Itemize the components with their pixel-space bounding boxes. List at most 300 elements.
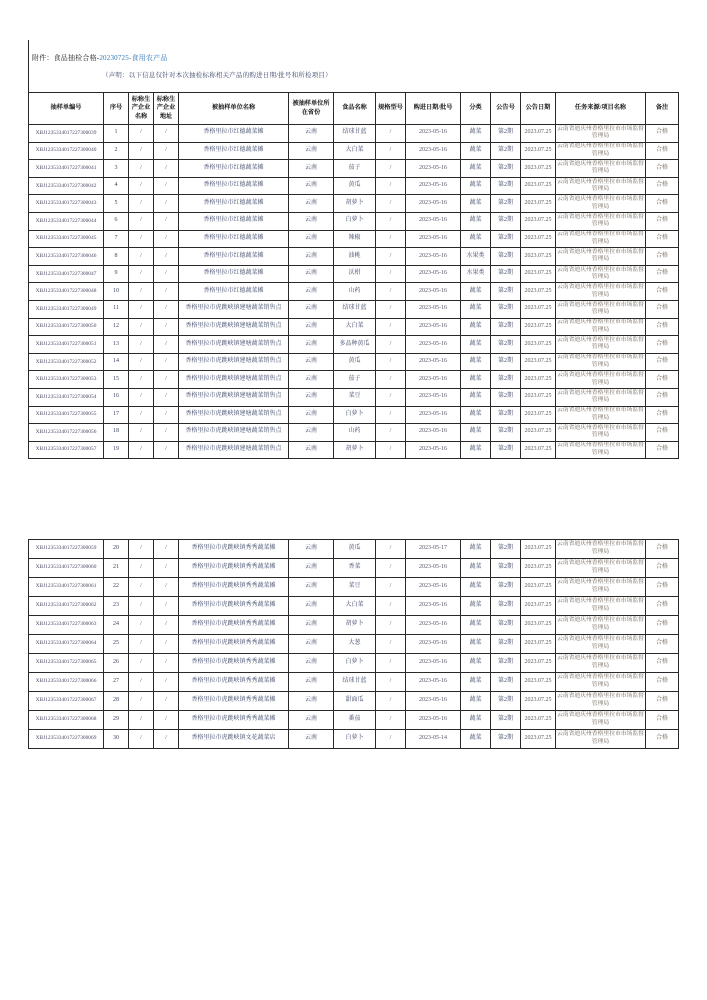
table-row: [29, 559, 679, 578]
cell-seq-no: 5: [104, 195, 129, 213]
cell-food-name: 茄子: [334, 160, 376, 178]
cell-category: 水果类: [461, 248, 491, 266]
cell-producer-name: /: [129, 125, 154, 143]
cell-food-name: 菜豆: [334, 578, 376, 597]
cell-sample-id: XBJ1235334017227300056: [29, 424, 104, 442]
cell-category: 蔬菜: [461, 578, 491, 597]
cell-food-name: 白萝卜: [334, 212, 376, 230]
cell-notice-no: 第2期: [491, 248, 521, 266]
table-row: [29, 125, 679, 143]
cell-producer-name: /: [129, 616, 154, 635]
cell-sampled-unit-name: 香格里拉市红德蔬菜摊: [179, 265, 289, 283]
cell-food-name: 山药: [334, 424, 376, 442]
cell-task-source: 云南省迪庆州香格里拉市市场监督管理局: [556, 336, 646, 354]
attachment-link[interactable]: 20230725-食用农产品: [99, 54, 168, 62]
cell-province: 云南: [289, 616, 334, 635]
cell-notice-no: 第2期: [491, 406, 521, 424]
table-row: [29, 388, 679, 406]
cell-category: 蔬菜: [461, 283, 491, 301]
cell-notice-no: 第2期: [491, 597, 521, 616]
cell-category: 蔬菜: [461, 388, 491, 406]
cell-province: 云南: [289, 578, 334, 597]
cell-purchase-date: 2023-05-16: [406, 673, 461, 692]
table-row: [29, 692, 679, 711]
cell-task-source: 云南省迪庆州香格里拉市市场监督管理局: [556, 578, 646, 597]
table-row: [29, 300, 679, 318]
cell-remark: 合格: [646, 160, 679, 178]
cell-purchase-date: 2023-05-16: [406, 318, 461, 336]
cell-producer-address: /: [154, 318, 179, 336]
cell-notice-no: 第2期: [491, 578, 521, 597]
cell-task-source: 云南省迪庆州香格里拉市市场监督管理局: [556, 177, 646, 195]
cell-purchase-date: 2023-05-16: [406, 283, 461, 301]
cell-food-name: 黄瓜: [334, 177, 376, 195]
cell-province: 云南: [289, 283, 334, 301]
cell-task-source: 云南省迪庆州香格里拉市市场监督管理局: [556, 406, 646, 424]
table-row: [29, 635, 679, 654]
cell-seq-no: 2: [104, 142, 129, 160]
cell-province: 云南: [289, 441, 334, 459]
cell-producer-address: /: [154, 616, 179, 635]
cell-producer-name: /: [129, 230, 154, 248]
cell-remark: 合格: [646, 353, 679, 371]
cell-category: 蔬菜: [461, 230, 491, 248]
cell-seq-no: 7: [104, 230, 129, 248]
cell-sampled-unit-name: 香格里拉市虎跳峡镇秀秀蔬菜摊: [179, 711, 289, 730]
cell-task-source: 云南省迪庆州香格里拉市市场监督管理局: [556, 388, 646, 406]
cell-province: 云南: [289, 635, 334, 654]
cell-sample-id: XBJ1235334017227300062: [29, 597, 104, 616]
cell-producer-name: /: [129, 540, 154, 559]
cell-province: 云南: [289, 559, 334, 578]
cell-purchase-date: 2023-05-16: [406, 336, 461, 354]
cell-sampled-unit-name: 香格里拉市虎跳峡镇秀秀蔬菜摊: [179, 559, 289, 578]
cell-sample-id: XBJ1235334017227300066: [29, 673, 104, 692]
cell-purchase-date: 2023-05-16: [406, 230, 461, 248]
table-row: [29, 160, 679, 178]
cell-notice-date: 2023.07.25: [521, 195, 556, 213]
column-header-category: 分类: [461, 93, 491, 125]
cell-food-name: 大白菜: [334, 318, 376, 336]
table-row: [29, 318, 679, 336]
cell-notice-no: 第2期: [491, 441, 521, 459]
cell-food-name: 结球甘蓝: [334, 300, 376, 318]
cell-sample-id: XBJ1235334017227300046: [29, 248, 104, 266]
cell-sampled-unit-name: 香格里拉市红德蔬菜摊: [179, 160, 289, 178]
cell-category: 蔬菜: [461, 353, 491, 371]
cell-notice-no: 第2期: [491, 195, 521, 213]
cell-sample-id: XBJ1235334017227300042: [29, 177, 104, 195]
column-header-sampled-unit-name: 被抽样单位名称: [179, 93, 289, 125]
cell-category: 蔬菜: [461, 597, 491, 616]
table-row: [29, 730, 679, 749]
attachment-title-prefix: 附件：食品抽检合格-: [32, 54, 100, 62]
cell-seq-no: 9: [104, 265, 129, 283]
cell-seq-no: 1: [104, 125, 129, 143]
cell-producer-address: /: [154, 195, 179, 213]
cell-producer-address: /: [154, 212, 179, 230]
cell-spec-model: /: [376, 540, 406, 559]
cell-notice-date: 2023.07.25: [521, 711, 556, 730]
cell-sampled-unit-name: 香格里拉市虎跳峡镇秀秀蔬菜摊: [179, 654, 289, 673]
table-row: [29, 578, 679, 597]
table-row: [29, 336, 679, 354]
cell-producer-name: /: [129, 318, 154, 336]
cell-seq-no: 22: [104, 578, 129, 597]
cell-task-source: 云南省迪庆州香格里拉市市场监督管理局: [556, 635, 646, 654]
cell-sample-id: XBJ1235334017227300043: [29, 195, 104, 213]
cell-producer-name: /: [129, 265, 154, 283]
cell-category: 蔬菜: [461, 125, 491, 143]
cell-seq-no: 14: [104, 353, 129, 371]
column-header-task-source: 任务来源/项目名称: [556, 93, 646, 125]
cell-task-source: 云南省迪庆州香格里拉市市场监督管理局: [556, 371, 646, 389]
cell-seq-no: 17: [104, 406, 129, 424]
cell-producer-address: /: [154, 711, 179, 730]
cell-sampled-unit-name: 香格里拉市虎跳峡镇秀秀蔬菜摊: [179, 692, 289, 711]
cell-category: 蔬菜: [461, 540, 491, 559]
cell-sampled-unit-name: 香格里拉市虎跳峡镇建塘蔬菜销售点: [179, 300, 289, 318]
cell-producer-name: /: [129, 673, 154, 692]
cell-purchase-date: 2023-05-16: [406, 424, 461, 442]
cell-sampled-unit-name: 香格里拉市虎跳峡镇建塘蔬菜销售点: [179, 336, 289, 354]
cell-spec-model: /: [376, 711, 406, 730]
cell-sampled-unit-name: 香格里拉市虎跳峡镇文花蔬菜店: [179, 730, 289, 749]
cell-task-source: 云南省迪庆州香格里拉市市场监督管理局: [556, 248, 646, 266]
cell-notice-no: 第2期: [491, 424, 521, 442]
table-row: [29, 248, 679, 266]
cell-province: 云南: [289, 353, 334, 371]
cell-food-name: 山药: [334, 283, 376, 301]
cell-notice-no: 第2期: [491, 559, 521, 578]
cell-producer-name: /: [129, 635, 154, 654]
cell-producer-address: /: [154, 336, 179, 354]
cell-producer-address: /: [154, 540, 179, 559]
cell-sampled-unit-name: 香格里拉市虎跳峡镇建塘蔬菜销售点: [179, 353, 289, 371]
cell-remark: 合格: [646, 406, 679, 424]
cell-food-name: 油桃: [334, 248, 376, 266]
cell-task-source: 云南省迪庆州香格里拉市市场监督管理局: [556, 673, 646, 692]
cell-sample-id: XBJ1235334017227300067: [29, 692, 104, 711]
cell-spec-model: /: [376, 283, 406, 301]
cell-notice-no: 第2期: [491, 142, 521, 160]
cell-notice-no: 第2期: [491, 265, 521, 283]
cell-task-source: 云南省迪庆州香格里拉市市场监督管理局: [556, 125, 646, 143]
cell-producer-address: /: [154, 371, 179, 389]
cell-spec-model: /: [376, 265, 406, 283]
cell-category: 蔬菜: [461, 730, 491, 749]
cell-notice-no: 第2期: [491, 353, 521, 371]
cell-category: 蔬菜: [461, 441, 491, 459]
table-row: [29, 212, 679, 230]
table-row: [29, 540, 679, 559]
cell-remark: 合格: [646, 300, 679, 318]
cell-food-name: 白萝卜: [334, 654, 376, 673]
cell-notice-date: 2023.07.25: [521, 371, 556, 389]
cell-task-source: 云南省迪庆州香格里拉市市场监督管理局: [556, 195, 646, 213]
cell-producer-address: /: [154, 177, 179, 195]
cell-spec-model: /: [376, 597, 406, 616]
cell-purchase-date: 2023-05-16: [406, 635, 461, 654]
cell-purchase-date: 2023-05-16: [406, 212, 461, 230]
column-header-purchase-date: 购进日期/批号: [406, 93, 461, 125]
cell-notice-no: 第2期: [491, 654, 521, 673]
cell-purchase-date: 2023-05-16: [406, 265, 461, 283]
cell-producer-name: /: [129, 195, 154, 213]
cell-purchase-date: 2023-05-16: [406, 177, 461, 195]
table-row: [29, 283, 679, 301]
cell-remark: 合格: [646, 692, 679, 711]
cell-producer-name: /: [129, 160, 154, 178]
cell-sampled-unit-name: 香格里拉市虎跳峡镇秀秀蔬菜摊: [179, 616, 289, 635]
cell-food-name: 黄瓜: [334, 540, 376, 559]
cell-notice-date: 2023.07.25: [521, 248, 556, 266]
cell-food-name: 胡萝卜: [334, 195, 376, 213]
cell-sample-id: XBJ1235334017227300049: [29, 300, 104, 318]
column-header-sample-id: 抽样单编号: [29, 93, 104, 125]
cell-province: 云南: [289, 388, 334, 406]
cell-sample-id: XBJ1235334017227300051: [29, 336, 104, 354]
cell-sampled-unit-name: 香格里拉市红德蔬菜摊: [179, 142, 289, 160]
cell-task-source: 云南省迪庆州香格里拉市市场监督管理局: [556, 318, 646, 336]
cell-producer-address: /: [154, 265, 179, 283]
cell-task-source: 云南省迪庆州香格里拉市市场监督管理局: [556, 616, 646, 635]
cell-notice-no: 第2期: [491, 177, 521, 195]
cell-producer-name: /: [129, 142, 154, 160]
cell-food-name: 茄子: [334, 371, 376, 389]
cell-notice-date: 2023.07.25: [521, 265, 556, 283]
cell-food-name: 黄瓜: [334, 353, 376, 371]
cell-purchase-date: 2023-05-16: [406, 616, 461, 635]
cell-seq-no: 8: [104, 248, 129, 266]
cell-notice-date: 2023.07.25: [521, 336, 556, 354]
cell-notice-no: 第2期: [491, 336, 521, 354]
cell-producer-address: /: [154, 353, 179, 371]
cell-producer-name: /: [129, 597, 154, 616]
cell-seq-no: 6: [104, 212, 129, 230]
column-header-province: 被抽样单位所在省份: [289, 93, 334, 125]
cell-seq-no: 29: [104, 711, 129, 730]
cell-producer-name: /: [129, 406, 154, 424]
cell-seq-no: 12: [104, 318, 129, 336]
cell-producer-name: /: [129, 441, 154, 459]
cell-producer-address: /: [154, 230, 179, 248]
cell-notice-no: 第2期: [491, 711, 521, 730]
cell-category: 蔬菜: [461, 371, 491, 389]
cell-province: 云南: [289, 300, 334, 318]
cell-producer-address: /: [154, 300, 179, 318]
cell-producer-name: /: [129, 248, 154, 266]
cell-producer-address: /: [154, 424, 179, 442]
cell-food-name: 胡萝卜: [334, 441, 376, 459]
cell-producer-name: /: [129, 424, 154, 442]
cell-remark: 合格: [646, 616, 679, 635]
cell-purchase-date: 2023-05-16: [406, 578, 461, 597]
cell-producer-name: /: [129, 353, 154, 371]
cell-sampled-unit-name: 香格里拉市红德蔬菜摊: [179, 125, 289, 143]
cell-province: 云南: [289, 540, 334, 559]
table-row: [29, 424, 679, 442]
cell-purchase-date: 2023-05-16: [406, 692, 461, 711]
cell-seq-no: 20: [104, 540, 129, 559]
cell-sampled-unit-name: 香格里拉市虎跳峡镇建塘蔬菜销售点: [179, 406, 289, 424]
cell-seq-no: 13: [104, 336, 129, 354]
cell-food-name: 结球甘蓝: [334, 673, 376, 692]
cell-sample-id: XBJ1235334017227300065: [29, 654, 104, 673]
cell-category: 蔬菜: [461, 654, 491, 673]
cell-task-source: 云南省迪庆州香格里拉市市场监督管理局: [556, 559, 646, 578]
cell-sample-id: XBJ1235334017227300047: [29, 265, 104, 283]
cell-purchase-date: 2023-05-16: [406, 406, 461, 424]
cell-remark: 合格: [646, 559, 679, 578]
cell-spec-model: /: [376, 730, 406, 749]
cell-remark: 合格: [646, 195, 679, 213]
cell-notice-date: 2023.07.25: [521, 283, 556, 301]
cell-province: 云南: [289, 212, 334, 230]
cell-sample-id: XBJ1235334017227300050: [29, 318, 104, 336]
cell-remark: 合格: [646, 441, 679, 459]
cell-category: 蔬菜: [461, 559, 491, 578]
table-header-row: [29, 93, 679, 125]
cell-notice-date: 2023.07.25: [521, 177, 556, 195]
cell-task-source: 云南省迪庆州香格里拉市市场监督管理局: [556, 711, 646, 730]
cell-purchase-date: 2023-05-16: [406, 559, 461, 578]
cell-seq-no: 28: [104, 692, 129, 711]
cell-food-name: 大白菜: [334, 597, 376, 616]
cell-remark: 合格: [646, 248, 679, 266]
cell-notice-no: 第2期: [491, 125, 521, 143]
cell-remark: 合格: [646, 388, 679, 406]
cell-producer-address: /: [154, 248, 179, 266]
cell-spec-model: /: [376, 142, 406, 160]
cell-notice-no: 第2期: [491, 540, 521, 559]
cell-remark: 合格: [646, 540, 679, 559]
cell-remark: 合格: [646, 371, 679, 389]
cell-task-source: 云南省迪庆州香格里拉市市场监督管理局: [556, 654, 646, 673]
cell-task-source: 云南省迪庆州香格里拉市市场监督管理局: [556, 540, 646, 559]
cell-food-name: 胡萝卜: [334, 616, 376, 635]
cell-food-name: 甜面瓜: [334, 692, 376, 711]
cell-notice-no: 第2期: [491, 160, 521, 178]
cell-sample-id: XBJ1235334017227300059: [29, 540, 104, 559]
cell-purchase-date: 2023-05-16: [406, 125, 461, 143]
cell-sample-id: XBJ1235334017227300068: [29, 711, 104, 730]
cell-sampled-unit-name: 香格里拉市红德蔬菜摊: [179, 212, 289, 230]
cell-notice-no: 第2期: [491, 388, 521, 406]
cell-category: 蔬菜: [461, 160, 491, 178]
cell-notice-date: 2023.07.25: [521, 212, 556, 230]
cell-seq-no: 27: [104, 673, 129, 692]
cell-sample-id: XBJ1235334017227300055: [29, 406, 104, 424]
cell-sample-id: XBJ1235334017227300060: [29, 559, 104, 578]
cell-remark: 合格: [646, 212, 679, 230]
cell-producer-address: /: [154, 388, 179, 406]
cell-seq-no: 25: [104, 635, 129, 654]
cell-category: 蔬菜: [461, 711, 491, 730]
cell-purchase-date: 2023-05-16: [406, 300, 461, 318]
cell-producer-address: /: [154, 597, 179, 616]
cell-sample-id: XBJ1235334017227300048: [29, 283, 104, 301]
cell-spec-model: /: [376, 406, 406, 424]
column-header-notice-date: 公告日期: [521, 93, 556, 125]
disclaimer-text: （声明：以下信息仅针对本次抽检标称相关产品的购进日期/批号和所检项目）: [102, 72, 332, 79]
cell-notice-date: 2023.07.25: [521, 353, 556, 371]
cell-remark: 合格: [646, 125, 679, 143]
table-row: [29, 711, 679, 730]
cell-sample-id: XBJ1235334017227300069: [29, 730, 104, 749]
cell-task-source: 云南省迪庆州香格里拉市市场监督管理局: [556, 212, 646, 230]
cell-category: 蔬菜: [461, 195, 491, 213]
cell-food-name: 大白菜: [334, 142, 376, 160]
table-row: [29, 441, 679, 459]
cell-task-source: 云南省迪庆州香格里拉市市场监督管理局: [556, 160, 646, 178]
cell-notice-date: 2023.07.25: [521, 673, 556, 692]
cell-producer-name: /: [129, 177, 154, 195]
cell-sampled-unit-name: 香格里拉市虎跳峡镇建塘蔬菜销售点: [179, 424, 289, 442]
cell-sample-id: XBJ1235334017227300057: [29, 441, 104, 459]
cell-sample-id: XBJ1235334017227300064: [29, 635, 104, 654]
cell-notice-no: 第2期: [491, 616, 521, 635]
cell-notice-date: 2023.07.25: [521, 424, 556, 442]
cell-purchase-date: 2023-05-16: [406, 248, 461, 266]
cell-category: 蔬菜: [461, 673, 491, 692]
cell-seq-no: 16: [104, 388, 129, 406]
sheet-left-border: [28, 40, 29, 93]
cell-notice-no: 第2期: [491, 283, 521, 301]
cell-purchase-date: 2023-05-16: [406, 160, 461, 178]
cell-notice-date: 2023.07.25: [521, 692, 556, 711]
cell-province: 云南: [289, 730, 334, 749]
cell-province: 云南: [289, 371, 334, 389]
cell-seq-no: 11: [104, 300, 129, 318]
cell-producer-name: /: [129, 711, 154, 730]
cell-producer-address: /: [154, 559, 179, 578]
cell-notice-no: 第2期: [491, 673, 521, 692]
cell-purchase-date: 2023-05-16: [406, 195, 461, 213]
cell-seq-no: 10: [104, 283, 129, 301]
cell-producer-address: /: [154, 441, 179, 459]
cell-province: 云南: [289, 406, 334, 424]
cell-spec-model: /: [376, 388, 406, 406]
cell-sample-id: XBJ1235334017227300063: [29, 616, 104, 635]
cell-sample-id: XBJ1235334017227300061: [29, 578, 104, 597]
table-row: [29, 406, 679, 424]
cell-notice-no: 第2期: [491, 730, 521, 749]
cell-producer-name: /: [129, 283, 154, 301]
cell-food-name: 结球甘蓝: [334, 125, 376, 143]
cell-province: 云南: [289, 318, 334, 336]
cell-remark: 合格: [646, 230, 679, 248]
cell-sample-id: XBJ1235334017227300040: [29, 142, 104, 160]
inspection-table-page1: [28, 92, 679, 459]
cell-food-name: 沃柑: [334, 265, 376, 283]
cell-spec-model: /: [376, 177, 406, 195]
cell-sampled-unit-name: 香格里拉市红德蔬菜摊: [179, 248, 289, 266]
cell-producer-address: /: [154, 692, 179, 711]
cell-remark: 合格: [646, 336, 679, 354]
cell-notice-date: 2023.07.25: [521, 300, 556, 318]
cell-province: 云南: [289, 125, 334, 143]
cell-category: 蔬菜: [461, 616, 491, 635]
cell-spec-model: /: [376, 125, 406, 143]
cell-notice-date: 2023.07.25: [521, 616, 556, 635]
cell-remark: 合格: [646, 673, 679, 692]
cell-task-source: 云南省迪庆州香格里拉市市场监督管理局: [556, 730, 646, 749]
table-row: [29, 353, 679, 371]
cell-task-source: 云南省迪庆州香格里拉市市场监督管理局: [556, 441, 646, 459]
cell-province: 云南: [289, 177, 334, 195]
cell-producer-name: /: [129, 692, 154, 711]
